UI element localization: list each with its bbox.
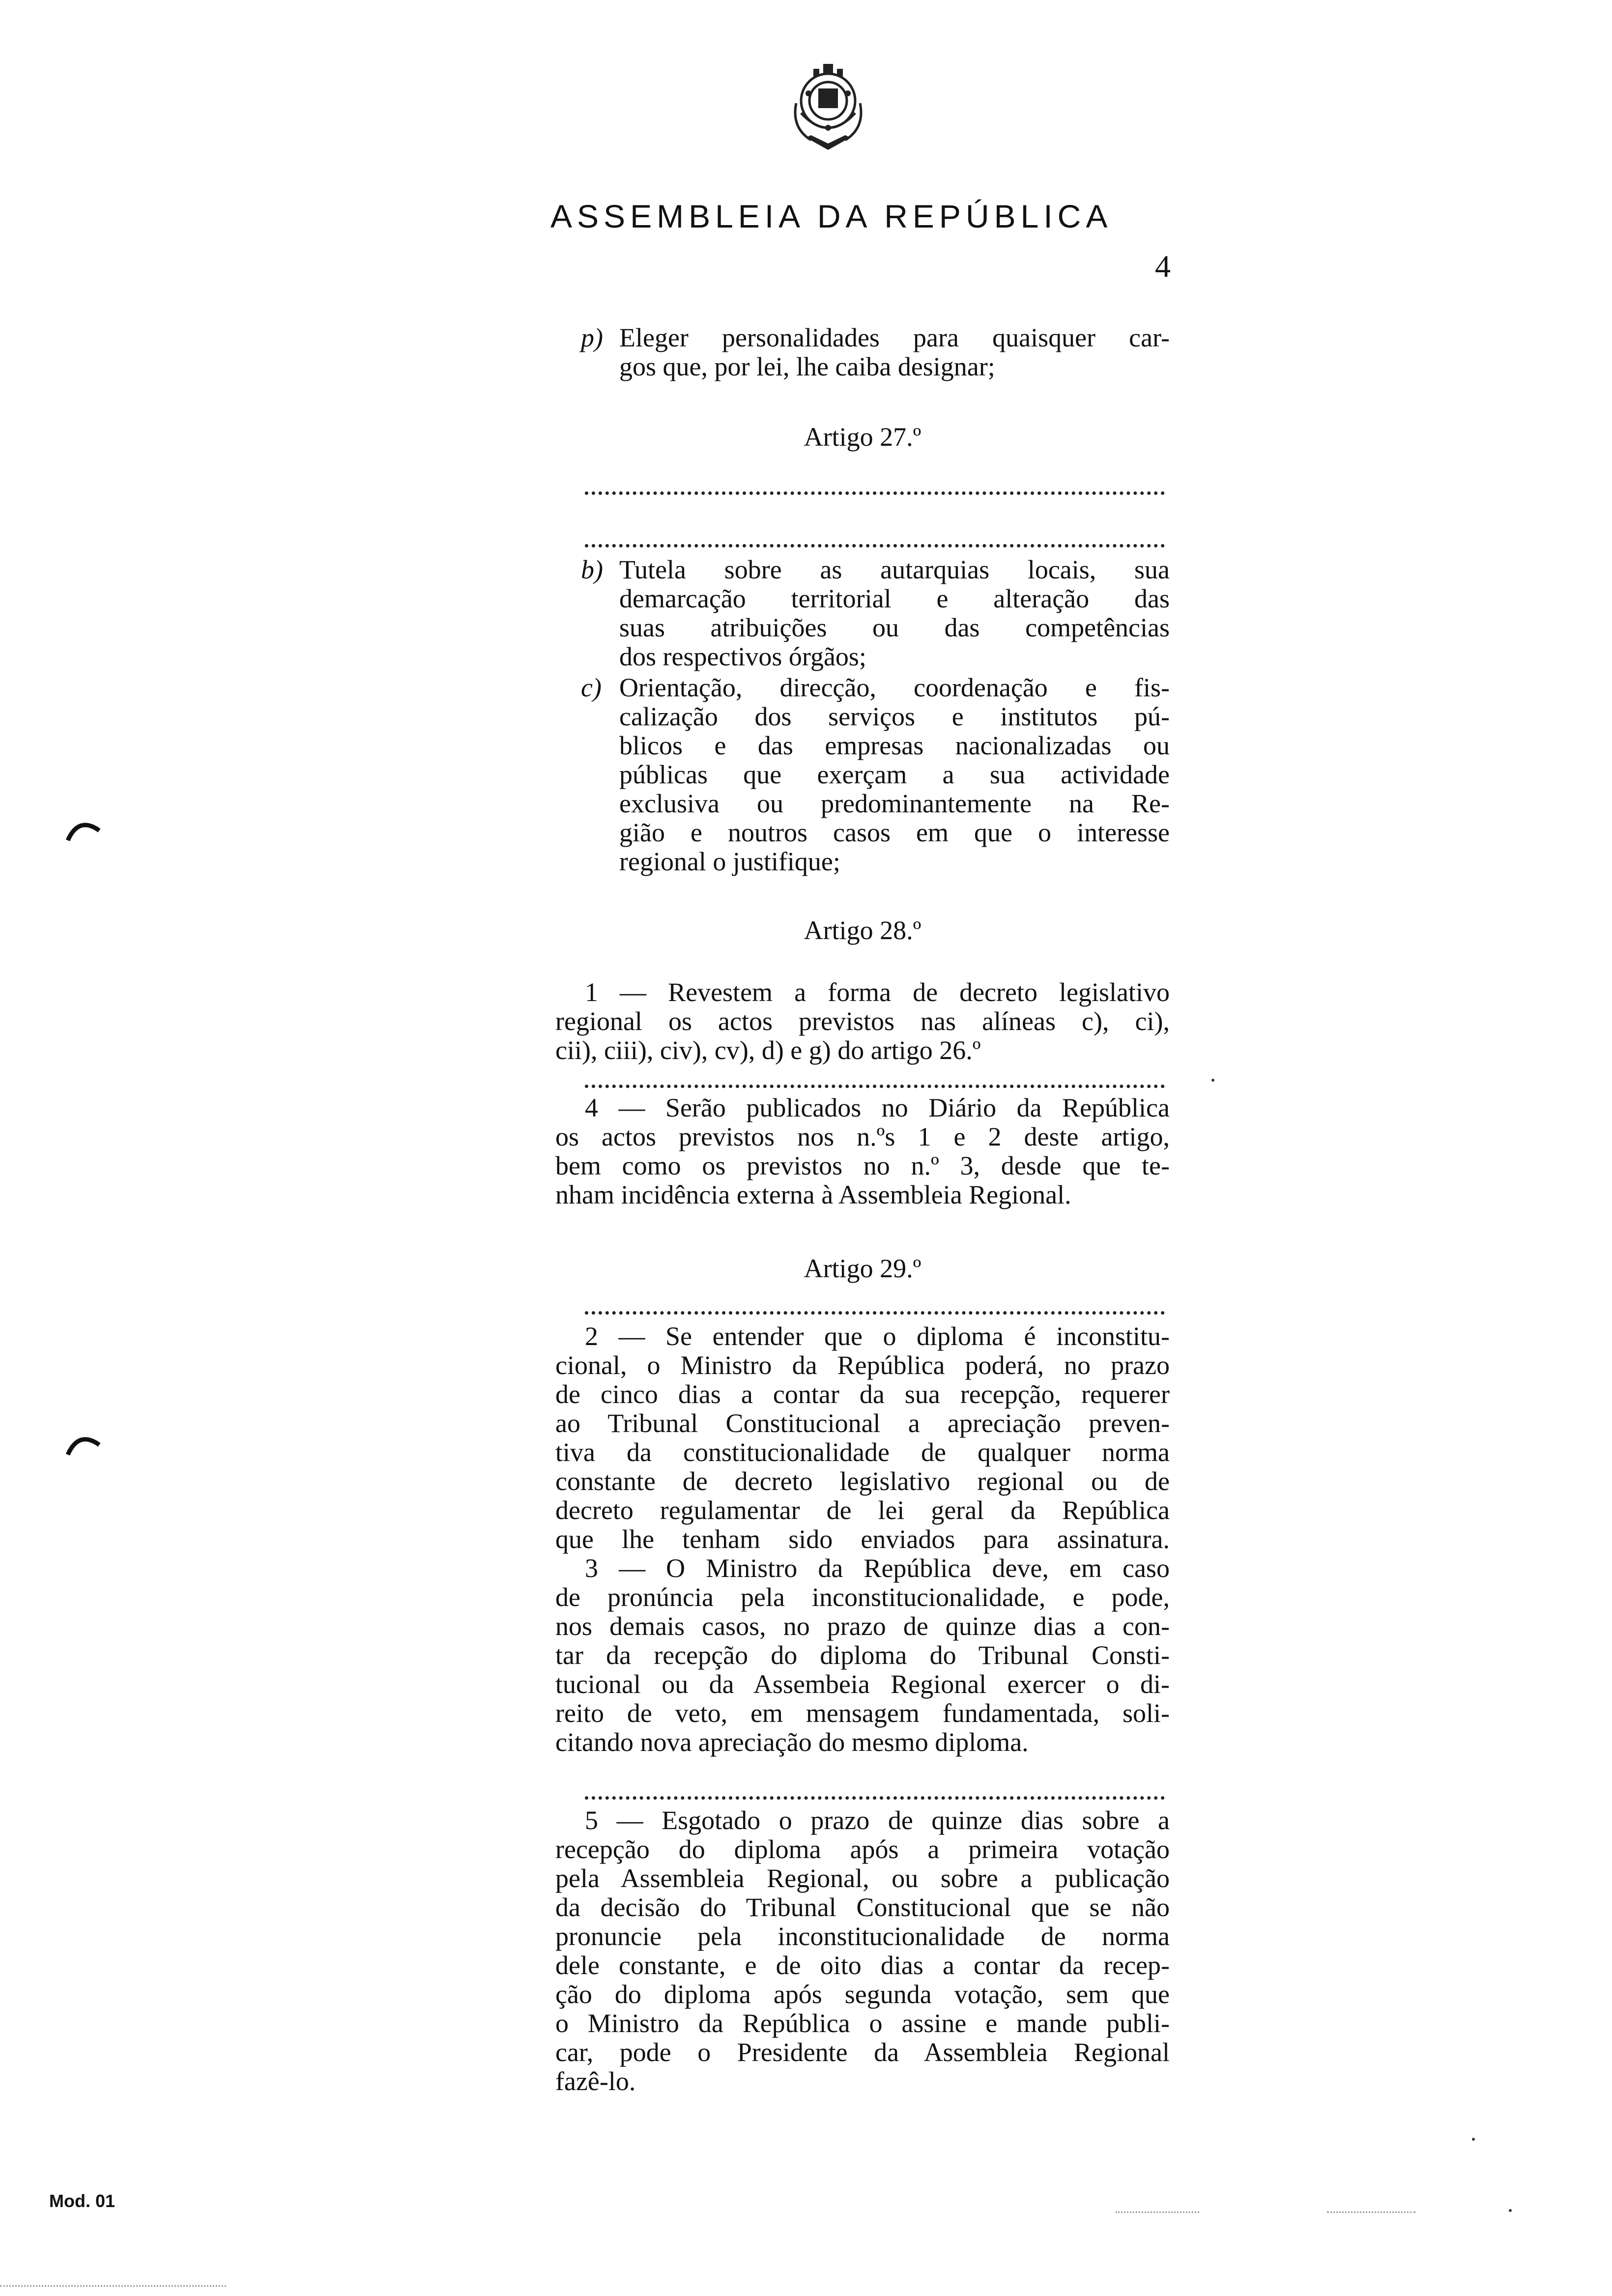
item-b bbox=[581, 555, 1170, 671]
item-c-line: Orientação, direcção, coordenação e fis- bbox=[619, 673, 1170, 702]
paragraph-line: o Ministro da República o assine e mande publi- bbox=[555, 2009, 1170, 2038]
paragraph-line: citando nova apreciação do mesmo diploma. bbox=[555, 1727, 1029, 1757]
paragraph-line: da decisão do Tribunal Constitucional que se não bbox=[555, 1893, 1170, 1922]
binder-mark-icon bbox=[64, 811, 103, 845]
item-p bbox=[581, 323, 1170, 381]
scan-artifact bbox=[1116, 2211, 1199, 2214]
scan-artifact bbox=[0, 2285, 226, 2288]
item-c-line: blicos e das empresas nacionalizadas ou bbox=[619, 731, 1170, 760]
paragraph-line: pronuncie pela inconstitucionalidade de norma bbox=[555, 1922, 1170, 1951]
artigo-28-heading: Artigo 28.º bbox=[804, 916, 921, 945]
art29-paragraph-5 bbox=[555, 1806, 1170, 2096]
paragraph-line: pela Assembleia Regional, ou sobre a publicação bbox=[555, 1864, 1170, 1893]
paragraph-line: que lhe tenham sido enviados para assinatura. bbox=[555, 1524, 1170, 1554]
paragraph-line: reito de veto, em mensagem fundamentada, soli- bbox=[555, 1698, 1170, 1728]
institution-header: ASSEMBLEIA DA REPÚBLICA bbox=[550, 198, 1113, 234]
omission-dots bbox=[585, 1085, 1165, 1088]
item-b-line: Tutela sobre as autarquias locais, sua bbox=[619, 555, 1170, 584]
coat-of-arms-emblem bbox=[772, 54, 885, 157]
scan-artifact bbox=[1327, 2211, 1415, 2214]
item-c bbox=[581, 673, 1170, 876]
artigo-27-heading: Artigo 27.º bbox=[804, 422, 921, 452]
item-p-label: p) bbox=[581, 323, 603, 352]
item-p-line: gos que, por lei, lhe caiba designar; bbox=[619, 352, 995, 381]
paragraph-line: cional, o Ministro da República poderá, no prazo bbox=[555, 1350, 1170, 1380]
paragraph-line: de cinco dias a contar da sua recepção, requerer bbox=[555, 1379, 1170, 1409]
paragraph-line: decreto regulamentar de lei geral da República bbox=[555, 1495, 1170, 1525]
art28-paragraph-1 bbox=[555, 978, 1170, 1065]
paragraph-line: os actos previstos nos n.ºs 1 e 2 deste artigo, bbox=[555, 1122, 1170, 1151]
paragraph-line: bem como os previstos no n.º 3, desde que te- bbox=[555, 1151, 1170, 1180]
paragraph-line: ção do diploma após segunda votação, sem que bbox=[555, 1980, 1170, 2009]
paragraph-line: ao Tribunal Constitucional a apreciação preven- bbox=[555, 1408, 1170, 1438]
artigo-29-heading: Artigo 29.º bbox=[804, 1254, 921, 1283]
item-c-line: exclusiva ou predominantemente na Re- bbox=[619, 789, 1170, 818]
scan-speck bbox=[1509, 2209, 1512, 2212]
paragraph-line: nos demais casos, no prazo de quinze dias a con- bbox=[555, 1611, 1170, 1641]
item-c-line: públicas que exerçam a sua actividade bbox=[619, 760, 1170, 789]
paragraph-line: regional os actos previstos nas alíneas c), ci), bbox=[555, 1006, 1170, 1036]
item-b-label: b) bbox=[581, 555, 603, 584]
omission-dots bbox=[585, 544, 1165, 547]
item-p-line: Eleger personalidades para quaisquer car- bbox=[619, 323, 1170, 352]
paragraph-line: recepção do diploma após a primeira votação bbox=[555, 1835, 1170, 1864]
art28-paragraph-4 bbox=[555, 1093, 1170, 1209]
item-b-line: demarcação territorial e alteração das bbox=[619, 584, 1170, 613]
scan-speck bbox=[1211, 1079, 1214, 1082]
paragraph-line: nham incidência externa à Assembleia Regional. bbox=[555, 1180, 1071, 1209]
paragraph-line: 5 — Esgotado o prazo de quinze dias sobre a bbox=[585, 1806, 1170, 1835]
form-code: Mod. 01 bbox=[49, 2191, 115, 2211]
art29-paragraph-3 bbox=[555, 1554, 1170, 1757]
paragraph-line: tar da recepção do diploma do Tribunal Consti- bbox=[555, 1640, 1170, 1670]
paragraph-line: fazê-lo. bbox=[555, 2066, 636, 2096]
paragraph-line: dele constante, e de oito dias a contar da recep- bbox=[555, 1951, 1170, 1980]
art29-paragraph-2 bbox=[555, 1322, 1170, 1554]
paragraph-line: 3 — O Ministro da República deve, em caso bbox=[585, 1553, 1170, 1583]
binder-mark-icon bbox=[64, 1425, 103, 1460]
item-c-line: calização dos serviços e institutos pú- bbox=[619, 702, 1170, 731]
paragraph-line: car, pode o Presidente da Assembleia Regional bbox=[555, 2038, 1170, 2067]
scan-speck bbox=[1472, 2138, 1475, 2141]
omission-dots bbox=[585, 491, 1165, 495]
item-b-line: suas atribuições ou das competências bbox=[619, 613, 1170, 642]
paragraph-line: tiva da constitucionalidade de qualquer norma bbox=[555, 1437, 1170, 1467]
paragraph-line: cii), ciii), civ), cv), d) e g) do artigo 26.º bbox=[555, 1035, 981, 1065]
paragraph-line: 2 — Se entender que o diploma é inconstitu- bbox=[585, 1321, 1170, 1351]
omission-dots bbox=[585, 1311, 1165, 1315]
paragraph-line: 1 — Revestem a forma de decreto legislativo bbox=[585, 977, 1170, 1007]
item-b-line: dos respectivos órgãos; bbox=[619, 642, 866, 671]
page-number: 4 bbox=[1155, 249, 1171, 284]
item-c-label: c) bbox=[581, 673, 602, 702]
item-c-line: gião e noutros casos em que o interesse bbox=[619, 818, 1170, 847]
omission-dots bbox=[585, 1796, 1165, 1800]
item-c-line: regional o justifique; bbox=[619, 847, 840, 876]
paragraph-line: tucional ou da Assembeia Regional exercer o di- bbox=[555, 1669, 1170, 1699]
paragraph-line: constante de decreto legislativo regional ou de bbox=[555, 1466, 1170, 1496]
paragraph-line: 4 — Serão publicados no Diário da República bbox=[585, 1093, 1170, 1122]
paragraph-line: de pronúncia pela inconstitucionalidade, e pode, bbox=[555, 1582, 1170, 1612]
